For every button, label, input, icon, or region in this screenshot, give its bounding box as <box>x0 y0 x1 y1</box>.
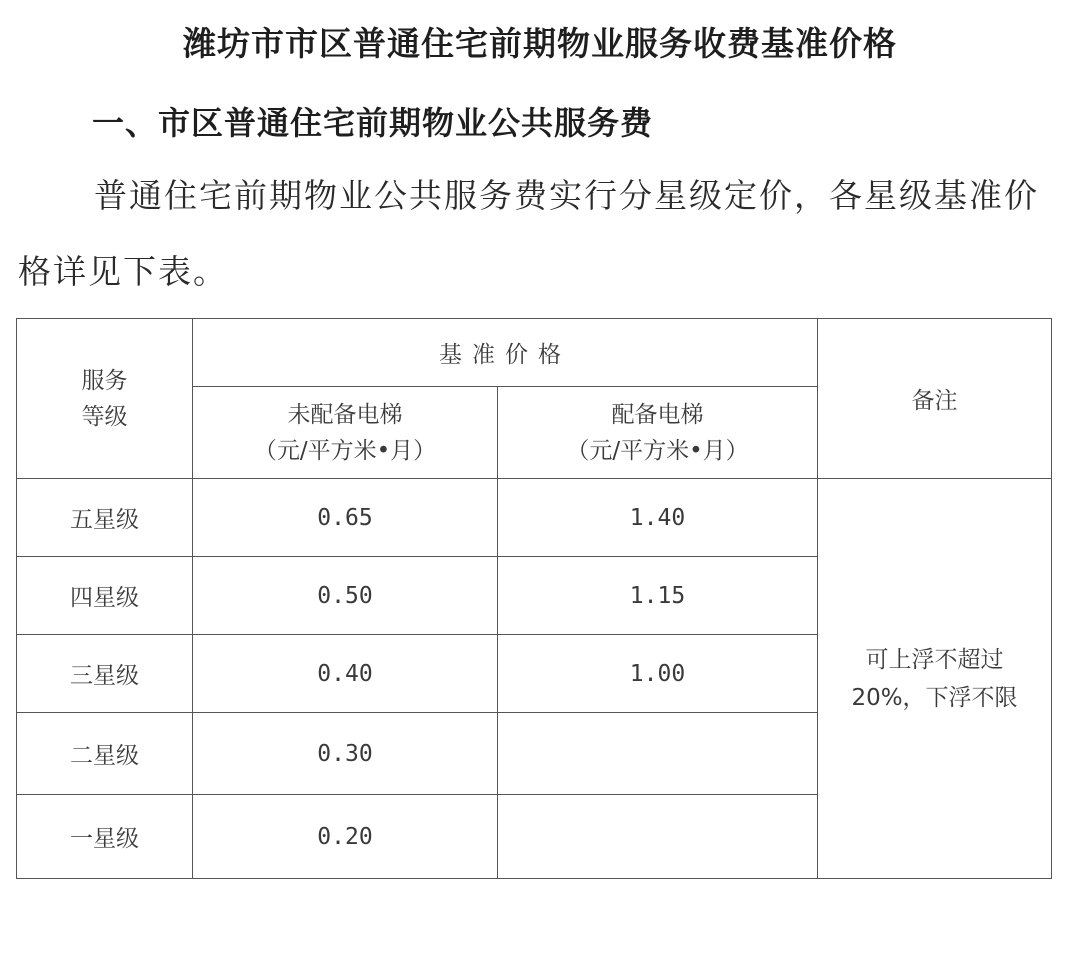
base-price-header: 基准价格 <box>193 319 818 387</box>
elevator-price-cell: 1.15 <box>498 557 818 635</box>
remarks-line2: 20%，下浮不限 <box>851 684 1018 711</box>
table-row <box>17 479 1052 557</box>
elevator-price-cell: 1.40 <box>498 479 818 557</box>
no-elevator-price-cell: 0.20 <box>193 795 498 879</box>
no-elevator-price-cell: 0.50 <box>193 557 498 635</box>
elevator-price-cell <box>498 795 818 879</box>
service-level-header-line2: 等级 <box>81 403 128 430</box>
no-elevator-price-cell: 0.65 <box>193 479 498 557</box>
elevator-price-cell <box>498 713 818 795</box>
remarks-header: 备注 <box>818 319 1052 479</box>
level-cell: 二星级 <box>17 713 193 795</box>
remarks-cell <box>818 479 1052 879</box>
elevator-header <box>498 387 818 479</box>
section-heading: 一、市区普通住宅前期物业公共服务费 <box>92 104 654 142</box>
no-elevator-price-cell: 0.40 <box>193 635 498 713</box>
elevator-header-line1: 配备电梯 <box>611 401 704 428</box>
level-cell: 四星级 <box>17 557 193 635</box>
elevator-price-cell: 1.00 <box>498 635 818 713</box>
service-level-header <box>17 319 193 479</box>
document-title: 潍坊市市区普通住宅前期物业服务收费基准价格 <box>183 24 897 63</box>
level-cell: 三星级 <box>17 635 193 713</box>
intro-paragraph: 普通住宅前期物业公共服务费实行分星级定价，各星级基准价格详见下表。 <box>18 176 1039 291</box>
remarks-line1: 可上浮不超过 <box>865 646 1004 673</box>
level-cell: 一星级 <box>17 795 193 879</box>
no-elevator-header-line1: 未配备电梯 <box>287 401 403 428</box>
service-level-header-line1: 服务 <box>81 367 128 394</box>
elevator-header-line2: （元/平方米•月） <box>566 437 749 464</box>
fee-table <box>16 318 1052 879</box>
no-elevator-header <box>193 387 498 479</box>
no-elevator-price-cell: 0.30 <box>193 713 498 795</box>
header-row-1 <box>17 319 1052 387</box>
no-elevator-header-line2: （元/平方米•月） <box>253 437 437 464</box>
level-cell: 五星级 <box>17 479 193 557</box>
